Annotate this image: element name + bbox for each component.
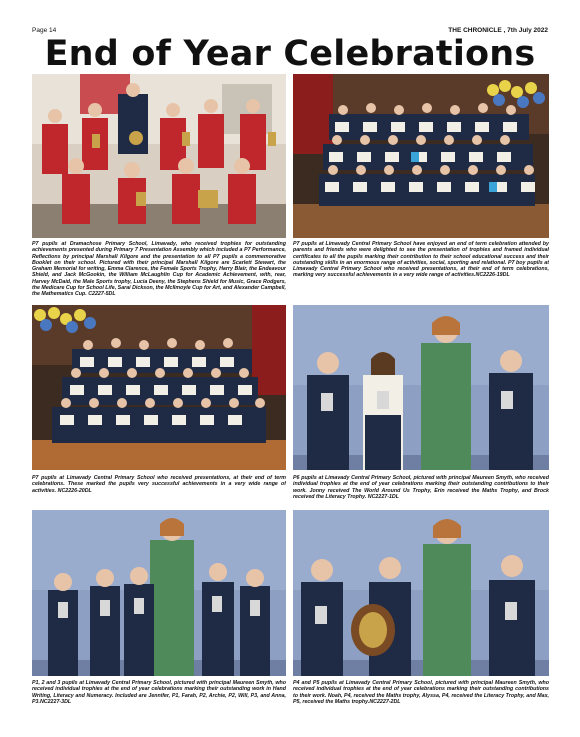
caption-p4-p5-trophies: P4 and P5 pupils at Limavady Central Primary School, pictured with principal Maureen Smyth, who received individual trophies at the end of year celebrations marking their outstanding contributions to their work. Noah, P4, received the Maths trophy, Alyssa, P4, received the Literacy Trophy, and Max, P5, received the Maths trophy.NC2227-2DL [293,680,549,705]
page-title: End of Year Celebrations [44,34,536,74]
page-number: Page 14 [32,26,57,34]
caption-drumachose-p7: P7 pupils at Dramachose Primary School, Limavady, who received trophies for outstanding achievements presented during Primary 7 Presentation Assembly which included a P7 Performance, Reflections by principal Marshall Kilgore and the presentation to all P7 pupils a commemorative Booklet on their school. Pictured with their principal Marshall Kilgore are Scarlett Stewart, the Graham Memorial for writing, Emma Clarence, the Female Sports Trophy, Harry Blair, the Endeavour Shield, and Jack McGookin, the William McLaughlin Cup for Academic Achievement, with, rear, Harvey McDaid, the Male Sports trophy, Lucia Deeny, the Stephens Shield for Music, Grace Rodgers, the Medicare Cup for School Life, Sarai Dickson, the McIlmoyle Cup for Art, and Alexander Campbell, the Mathematics Cup. C2227-5DL [32,241,286,298]
photo-p6-trophies [293,305,549,470]
caption-limavady-p7-group: P7 pupils at Limavady Central Primary School have enjoyed an end of term celebration attended by parents and friends who were delighted to see the presentation of trophies and framed individual certificates to all the pupils marking their contribution to their school educational success and their outstanding skills in an enormous range of activities, social, sporting and relational. P7 boy pupils at Limavady Central Primary School who received presentations, at their end of term celebrations, marking very successful achievements in a very wide range of activities.NC2226-19DL [293,241,549,279]
caption-p6-trophies: P6 pupils at Limavady Central Primary School, pictured with principal Maureen Smyth, who received individual trophies at the end of year celebrations marking their outstanding contributions to their work. Jonny received The World Around Us Trophy, Erin received the Maths Trophy, and Brock received the Literacy Trophy. NC2227-1DL [293,475,549,500]
caption-p1-p3-trophies: P1, 2 and 3 pupils at Limavady Central Primary School, pictured with principal Maureen Smyth, who received individual trophies at the end of year celebrations marking their outstanding work in Hand Writing, Literacy and Numeracy. Included are Jennifer, P1, Farah, P2, Archie, P2, Will, P3, and Anna, P3.NC2227-3DL [32,680,286,705]
photo-p4-p5-trophies [293,510,549,676]
photo-limavady-p7-group [293,74,549,238]
publication-line: THE CHRONICLE , 7th July 2022 [448,26,548,34]
caption-limavady-p7-stage: P7 pupils at Limavady Central Primary School who received presentations, at their end of term celebrations. These marked the pupils very successful achievements in a very wide range of activities. NC2226-20DL [32,475,286,494]
photo-drumachose-p7 [32,74,286,238]
photo-limavady-p7-stage [32,305,286,470]
photo-p1-p3-trophies [32,510,286,676]
